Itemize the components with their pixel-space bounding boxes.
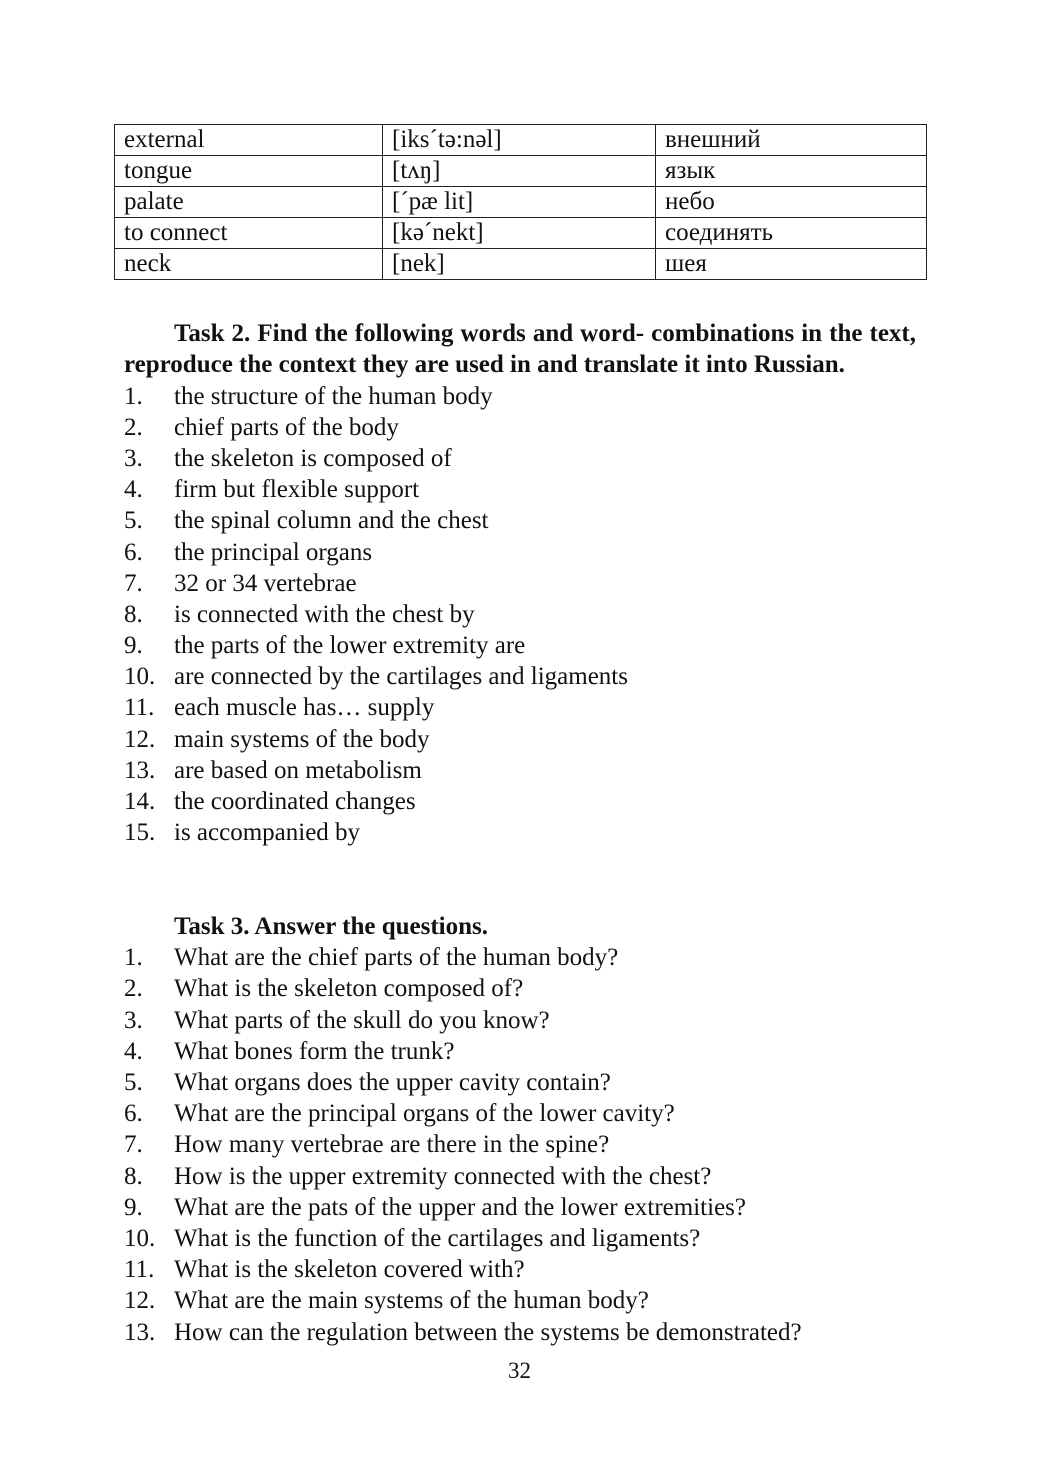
- item-text: the skeleton is composed of: [174, 444, 452, 472]
- item-number: 14.: [124, 788, 156, 816]
- list-item: [124, 1161, 916, 1192]
- item-number: 6.: [124, 538, 143, 566]
- item-text: are connected by the cartilages and ligaments: [174, 663, 628, 691]
- item-number: 4.: [124, 476, 143, 504]
- vocabulary-word: palate: [115, 187, 383, 218]
- vocabulary-translation: небо: [656, 187, 927, 218]
- vocabulary-word: to connect: [115, 218, 383, 249]
- list-item: [124, 505, 916, 536]
- item-text: What bones form the trunk?: [174, 1037, 455, 1065]
- item-number: 4.: [124, 1037, 143, 1065]
- vocabulary-row: [115, 187, 927, 218]
- item-text: What are the main systems of the human body?: [174, 1287, 649, 1315]
- item-text: What is the function of the cartilages and ligaments?: [174, 1224, 701, 1252]
- item-text: How can the regulation between the systems be demonstrated?: [174, 1318, 802, 1346]
- item-number: 3.: [124, 444, 143, 472]
- list-item: [124, 1036, 916, 1067]
- list-item: [124, 630, 916, 661]
- item-text: What is the skeleton composed of?: [174, 975, 524, 1003]
- task-2-list: [124, 381, 916, 849]
- item-text: What are the principal organs of the lower cavity?: [174, 1100, 675, 1128]
- item-text: are based on metabolism: [174, 756, 422, 784]
- item-text: is connected with the chest by: [174, 600, 475, 628]
- item-number: 12.: [124, 1287, 156, 1315]
- task-3-heading: Task 3. Answer the questions.: [174, 913, 488, 940]
- item-text: What are the pats of the upper and the lower extremities?: [174, 1193, 746, 1221]
- item-number: 9.: [124, 632, 143, 660]
- vocabulary-transcription: [nek]: [383, 249, 656, 280]
- vocabulary-translation: внешний: [656, 125, 927, 156]
- item-number: 7.: [124, 569, 143, 597]
- list-item: [124, 786, 916, 817]
- item-text: main systems of the body: [174, 725, 430, 753]
- item-number: 3.: [124, 1006, 143, 1034]
- item-number: 13.: [124, 1318, 156, 1346]
- item-number: 2.: [124, 975, 143, 1003]
- item-number: 9.: [124, 1193, 143, 1221]
- task-3-section: [124, 911, 916, 1348]
- item-text: the parts of the lower extremity are: [174, 632, 526, 660]
- item-text: 32 or 34 vertebrae: [174, 569, 357, 597]
- vocabulary-transcription: [´pæ lit]: [383, 187, 656, 218]
- list-item: [124, 1067, 916, 1098]
- item-number: 5.: [124, 507, 143, 535]
- item-text: is accompanied by: [174, 819, 361, 847]
- item-text: What are the chief parts of the human body?: [174, 944, 619, 972]
- item-number: 1.: [124, 944, 143, 972]
- task-2-section: [124, 318, 916, 848]
- vocabulary-row: [115, 249, 927, 280]
- list-item: [124, 537, 916, 568]
- list-item: [124, 755, 916, 786]
- page-number: 32: [508, 1358, 531, 1383]
- list-item: [124, 1129, 916, 1160]
- item-text: the coordinated changes: [174, 788, 416, 816]
- vocabulary-row: [115, 125, 927, 156]
- item-text: What is the skeleton covered with?: [174, 1256, 525, 1284]
- item-text: the structure of the human body: [174, 382, 493, 410]
- list-item: [124, 443, 916, 474]
- item-text: How many vertebrae are there in the spine?: [174, 1131, 610, 1159]
- item-number: 8.: [124, 600, 143, 628]
- item-number: 2.: [124, 413, 143, 441]
- item-number: 11.: [124, 1256, 155, 1284]
- list-item: [124, 1285, 916, 1316]
- list-item: [124, 692, 916, 723]
- list-item: [124, 942, 916, 973]
- list-item: [124, 1005, 916, 1036]
- item-text: the spinal column and the chest: [174, 507, 489, 535]
- list-item: [124, 381, 916, 412]
- item-number: 13.: [124, 756, 156, 784]
- vocabulary-translation: шея: [656, 249, 927, 280]
- list-item: [124, 724, 916, 755]
- item-number: 15.: [124, 819, 156, 847]
- vocabulary-transcription: [kə´nekt]: [383, 218, 656, 249]
- item-number: 12.: [124, 725, 156, 753]
- list-item: [124, 1223, 916, 1254]
- item-text: firm but flexible support: [174, 476, 420, 504]
- vocabulary-word: neck: [115, 249, 383, 280]
- vocabulary-row: [115, 156, 927, 187]
- vocabulary-word: tongue: [115, 156, 383, 187]
- item-number: 5.: [124, 1069, 143, 1097]
- vocabulary-row: [115, 218, 927, 249]
- item-text: What organs does the upper cavity contain?: [174, 1069, 611, 1097]
- list-item: [124, 817, 916, 848]
- list-item: [124, 568, 916, 599]
- vocabulary-transcription: [tʌŋ]: [383, 156, 656, 187]
- list-item: [124, 1254, 916, 1285]
- item-number: 6.: [124, 1100, 143, 1128]
- list-item: [124, 412, 916, 443]
- vocabulary-table: [114, 124, 927, 280]
- list-item: [124, 474, 916, 505]
- task-3-list: [124, 942, 916, 1347]
- item-text: chief parts of the body: [174, 413, 399, 441]
- vocabulary-transcription: [iks´tə:nəl]: [383, 125, 656, 156]
- item-number: 1.: [124, 382, 143, 410]
- list-item: [124, 599, 916, 630]
- task-2-heading: Task 2. Find the following words and word- combinations in the text, reproduce the context they are used in and translate it into Russian.: [124, 320, 916, 379]
- item-text: the principal organs: [174, 538, 373, 566]
- item-number: 8.: [124, 1162, 143, 1190]
- list-item: [124, 1192, 916, 1223]
- list-item: [124, 973, 916, 1004]
- item-number: 10.: [124, 1224, 156, 1252]
- list-item: [124, 1098, 916, 1129]
- vocabulary-word: external: [115, 125, 383, 156]
- item-text: each muscle has… supply: [174, 694, 435, 722]
- vocabulary-translation: язык: [656, 156, 927, 187]
- vocabulary-translation: соединять: [656, 218, 927, 249]
- item-text: How is the upper extremity connected with the chest?: [174, 1162, 712, 1190]
- list-item: [124, 661, 916, 692]
- item-number: 7.: [124, 1131, 143, 1159]
- list-item: [124, 1317, 916, 1348]
- item-text: What parts of the skull do you know?: [174, 1006, 550, 1034]
- item-number: 10.: [124, 663, 156, 691]
- item-number: 11.: [124, 694, 155, 722]
